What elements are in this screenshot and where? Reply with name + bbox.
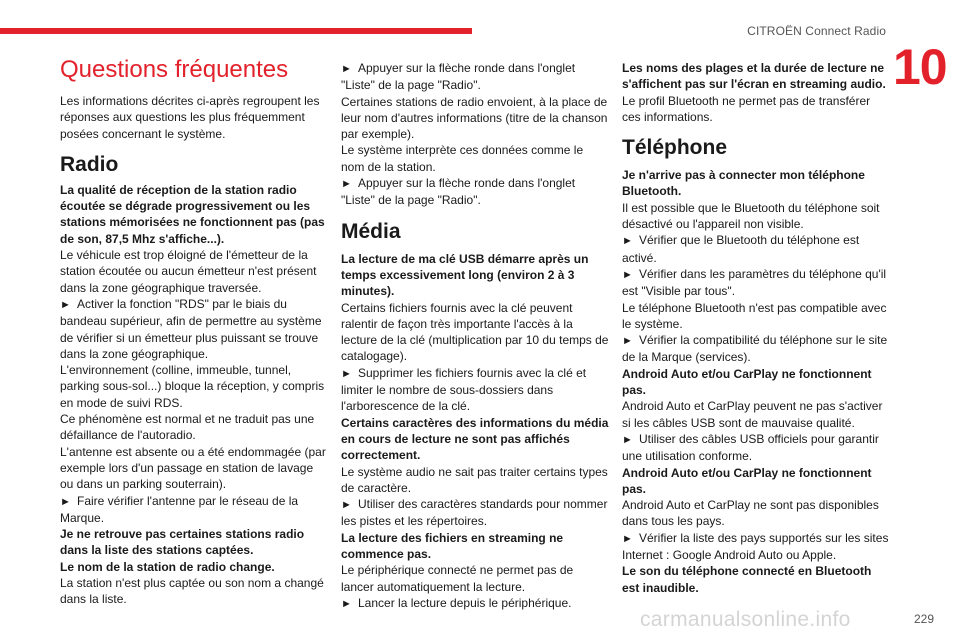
answer: L'antenne est absente ou a été endommagée (par exemple lors d'un passage en station de lavage ou dans un parking souterrain).	[60, 444, 326, 492]
answer: Le véhicule est trop éloigné de l'émetteur de la station écoutée ou aucun émetteur n'est présent dans la zone géographique traversée.	[60, 248, 317, 295]
answer: Le périphérique connecté ne permet pas de lancer automatiquement la lecture.	[341, 563, 574, 594]
action-item: ► Vérifier que le Bluetooth du téléphone est activé.	[622, 232, 892, 266]
action-item: ► Appuyer sur la flèche ronde dans l'onglet "Liste" de la page "Radio".	[341, 175, 609, 209]
page-number: 229	[913, 612, 934, 626]
header-title: CITROËN Connect Radio	[747, 24, 886, 38]
action-item: ► Vérifier la liste des pays supportés sur les sites Internet : Google Android Auto ou Apple.	[622, 530, 892, 564]
question: Le son du téléphone connecté en Bluetooth est inaudible.	[622, 564, 872, 595]
page-title: Questions fréquentes	[60, 56, 289, 83]
action-item: ► Faire vérifier l'antenne par le réseau de la Marque.	[60, 493, 328, 527]
action-item: ► Supprimer les fichiers fournis avec la clé et limiter le nombre de sous-dossiers dans l'arborescence de la clé.	[341, 365, 609, 415]
question: Je ne retrouve pas certaines stations radio dans la liste des stations captées.	[60, 527, 305, 558]
action-item: ► Activer la fonction "RDS" par le biais du bandeau supérieur, afin de permettre au système de vérifier si un émetteur plus puissant se trouve dans la zone géographique.	[60, 296, 328, 362]
question: Certains caractères des informations du média en cours de lecture ne sont pas affichés correctement.	[341, 415, 609, 463]
intro-paragraph: Les informations décrites ci-après regroupent les réponses aux questions les plus fréquemment posées concernant le système.	[60, 94, 320, 141]
answer: L'environnement (colline, immeuble, tunnel, parking sous-sol...) bloque la réception, y compris en mode de suivi RDS.	[60, 363, 325, 410]
question: Je n'arrive pas à connecter mon téléphone Bluetooth.	[622, 168, 865, 199]
action-item: ► Lancer la lecture depuis le périphérique.	[341, 595, 609, 612]
section-title-phone: Téléphone	[622, 136, 728, 160]
answer: Certaines stations de radio envoient, à la place de leur nom d'autres informations (titre de la chanson par exemple).	[341, 94, 608, 142]
action-item: ► Vérifier dans les paramètres du téléphone qu'il est "Visible par tous".	[622, 266, 892, 300]
watermark: carmanualsonline.info	[640, 608, 851, 631]
question: Les noms des plages et la durée de lecture ne s'affichent pas sur l'écran en streaming audio.	[622, 61, 886, 92]
column-2	[341, 60, 609, 612]
answer: La station n'est plus captée ou son nom a changé dans la liste.	[60, 576, 324, 607]
question: Android Auto et/ou CarPlay ne fonctionnent pas.	[622, 465, 872, 496]
answer: Le téléphone Bluetooth n'est pas compatible avec le système.	[622, 300, 887, 331]
question: Android Auto et/ou CarPlay ne fonctionnent pas.	[622, 366, 872, 398]
answer: Le profil Bluetooth ne permet pas de transférer ces informations.	[622, 93, 871, 124]
answer: Il est possible que le Bluetooth du téléphone soit désactivé ou l'appareil non visible.	[622, 200, 880, 232]
action-item: ► Vérifier la compatibilité du téléphone sur le site de la Marque (services).	[622, 332, 892, 366]
action-item: ► Utiliser des câbles USB officiels pour garantir une utilisation conforme.	[622, 431, 892, 465]
answer: Android Auto et CarPlay peuvent ne pas s'activer si les câbles USB sont de mauvaise qualité.	[622, 399, 883, 430]
column-3	[622, 60, 892, 596]
question: La qualité de réception de la station radio écoutée se dégrade progressivement ou les stations mémorisées ne fonctionnent pas (pas de son, 87,5 Mhz s'affiche...).	[60, 182, 325, 246]
question: Le nom de la station de radio change.	[60, 559, 275, 574]
answer: Android Auto et CarPlay ne sont pas disponibles dans tous les pays.	[622, 498, 879, 529]
question: La lecture de ma clé USB démarre après un temps excessivement long (environ 2 à 3 minutes).	[341, 251, 589, 299]
column-1	[60, 56, 328, 608]
chapter-number: 10	[893, 39, 947, 95]
section-title-radio: Radio	[60, 152, 119, 176]
action-item: ► Utiliser des caractères standards pour nommer les pistes et les répertoires.	[341, 496, 609, 530]
answer: Le système interprète ces données comme le nom de la station.	[341, 143, 584, 174]
question: La lecture des fichiers en streaming ne commence pas.	[341, 530, 564, 562]
answer: Le système audio ne sait pas traiter certains types de caractère.	[341, 464, 608, 495]
header-accent-bar	[0, 28, 472, 34]
answer: Ce phénomène est normal et ne traduit pas une défaillance de l'autoradio.	[60, 412, 315, 443]
action-item: ► Appuyer sur la flèche ronde dans l'onglet "Liste" de la page "Radio".	[341, 60, 609, 94]
section-title-media: Média	[341, 219, 401, 243]
answer: Certains fichiers fournis avec la clé peuvent ralentir de façon très importante l'accès à la lecture de la clé (multiplication par 10 du temps de catalogage).	[341, 300, 609, 364]
